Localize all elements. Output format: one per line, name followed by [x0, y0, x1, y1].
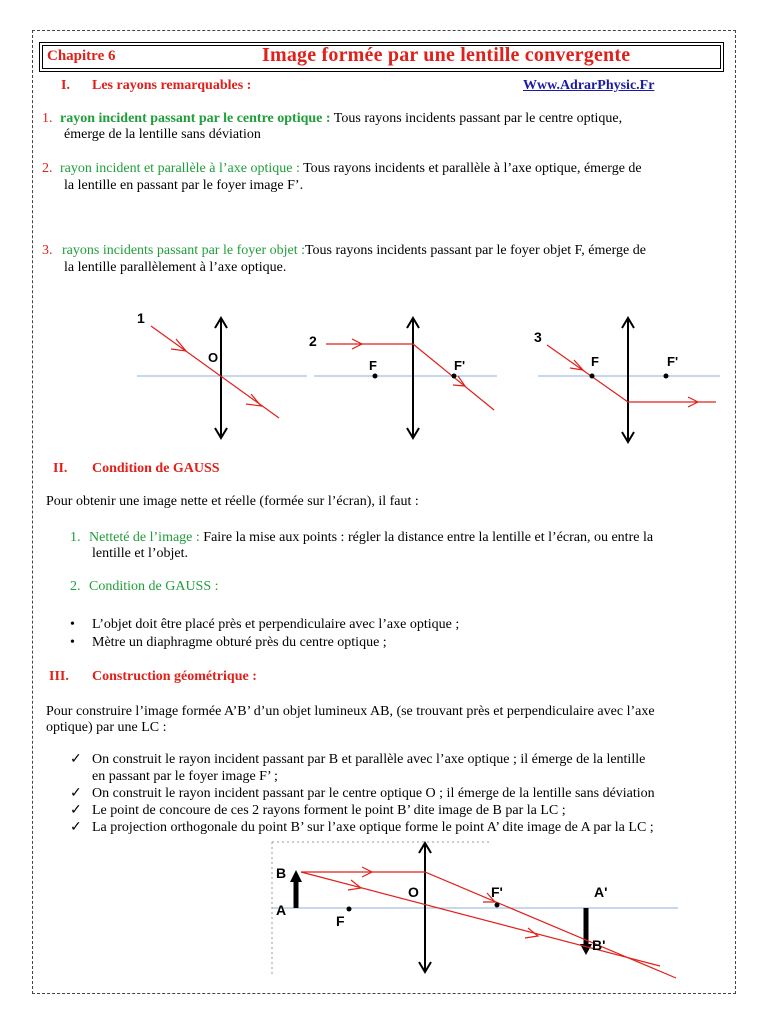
item3-number: 3.: [42, 243, 53, 258]
item2-text-cont: la lentille en passant par le foyer image F’.: [64, 178, 304, 193]
fig4-F-label: F: [336, 913, 345, 929]
page-title: Image formée par une lentille convergente: [262, 44, 631, 66]
checkmark-icon: ✓: [70, 752, 82, 767]
section3-intro-cont: optique) par une LC :: [46, 720, 167, 735]
fig4-object-arrowhead: [290, 870, 302, 882]
section1-heading: Les rayons remarquables :: [92, 78, 252, 93]
bullet-dot: •: [70, 617, 75, 632]
section1-number: I.: [61, 78, 70, 93]
section2-intro: Pour obtenir une image nette et réelle (formée sur l’écran), il faut :: [46, 494, 419, 509]
item2-number: 2.: [42, 161, 53, 176]
fig2-number-label: 2: [309, 333, 317, 349]
fig4-B-label: B: [276, 865, 287, 881]
section3-number: III.: [49, 669, 69, 684]
fig4-F-point: [347, 907, 352, 912]
fig2-F-label: F: [369, 358, 377, 373]
item2-text: Tous rayons incidents et parallèle à l’axe optique, émerge de: [303, 161, 642, 176]
section3-intro: Pour construire l’image formée A’B’ d’un objet lumineux AB, (se trouvant près et perpendiculaire avec l’axe: [46, 704, 655, 719]
fig3-number-label: 3: [534, 329, 542, 345]
fig4-ray-parallel: [301, 872, 676, 978]
section2-number: II.: [53, 461, 68, 476]
gauss-item1-text: Faire la mise aux points : régler la distance entre la lentille et l’écran, ou entre la: [203, 530, 654, 545]
item1-text-cont: émerge de la lentille sans déviation: [64, 127, 261, 142]
item3-text-cont: la lentille parallèlement à l’axe optique.: [64, 260, 287, 275]
chapter-label: Chapitre 6: [47, 48, 116, 64]
item1-title: rayon incident passant par le centre optique :: [60, 111, 331, 126]
bullet-dot: •: [70, 635, 75, 650]
check-item-4-text: La projection orthogonale du point B’ sur l’axe optique forme le point A’ dite image de A par la LC ;: [92, 820, 654, 835]
gauss-item1-number: 1.: [70, 530, 81, 545]
fig3-F-label: F: [591, 354, 599, 369]
section3-heading: Construction géométrique :: [92, 669, 257, 684]
fig4-A-label: A: [276, 902, 287, 918]
section2-heading: Condition de GAUSS: [92, 461, 220, 476]
check-item-3-text: Le point de concoure de ces 2 rayons forment le point B’ dite image de B par la LC ;: [92, 803, 566, 818]
bullet-1-text: L’objet doit être placé près et perpendiculaire avec l’axe optique ;: [92, 617, 460, 632]
gauss-item2-title: Condition de GAUSS :: [89, 579, 219, 594]
item3-text: Tous rayons incidents passant par le foyer objet F, émerge de: [304, 243, 646, 258]
item2-title: rayon incident et parallèle à l’axe optique :: [60, 161, 300, 176]
checkmark-icon: ✓: [70, 786, 82, 801]
check-item-1-text: On construit le rayon incident passant par B et parallèle avec l’axe optique ; il émerge de la lentille: [92, 752, 646, 767]
check-item-2-text: On construit le rayon incident passant par le centre optique O ; il émerge de la lentille sans déviation: [92, 786, 655, 801]
item3-title: rayons incidents passant par le foyer objet :: [62, 243, 305, 258]
website-link[interactable]: Www.AdrarPhysic.Fr: [523, 78, 655, 93]
fig4-Ap-label: A': [594, 884, 608, 900]
check-item-1-cont: en passant par le foyer image F’ ;: [92, 769, 278, 784]
gauss-item2-number: 2.: [70, 579, 81, 594]
fig4-O-label: O: [408, 884, 419, 900]
gauss-item1-text-cont: lentille et l’objet.: [92, 546, 189, 561]
bullet-2-text: Mètre un diaphragme obturé près du centre optique ;: [92, 635, 387, 650]
fig4-Fp-label: F': [491, 884, 503, 900]
fig1-O-label: O: [208, 350, 219, 365]
fig1-number-label: 1: [137, 310, 145, 326]
fig4-Fp-point: [495, 903, 500, 908]
fig3-Fp-label: F': [667, 354, 679, 369]
fig4-Bp-label: B': [592, 937, 606, 953]
checkmark-icon: ✓: [70, 820, 82, 835]
item1-number: 1.: [42, 111, 53, 126]
fig2-Fp-label: F': [454, 358, 466, 373]
gauss-item1-title: Netteté de l’image :: [89, 530, 200, 545]
checkmark-icon: ✓: [70, 803, 82, 818]
item1-text: Tous rayons incidents passant par le centre optique,: [333, 111, 623, 126]
